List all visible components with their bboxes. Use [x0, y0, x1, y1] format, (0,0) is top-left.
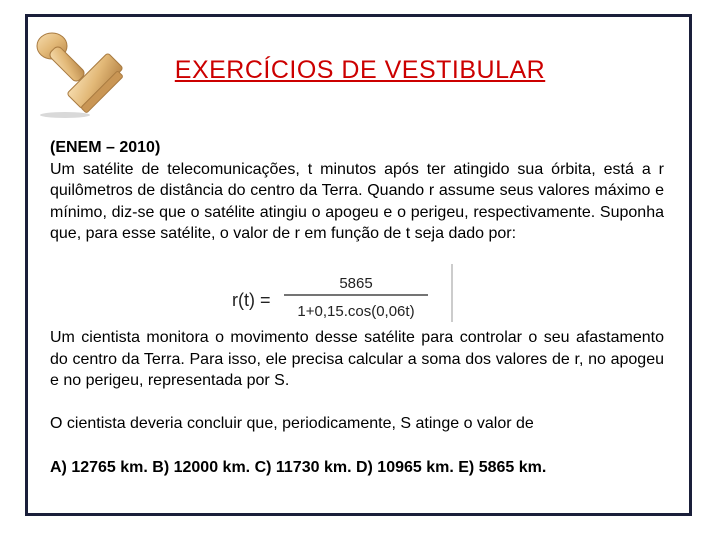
- formula: [228, 262, 458, 324]
- page-title: EXERCÍCIOS DE VESTIBULAR: [174, 56, 546, 84]
- question-statement: [50, 137, 664, 245]
- context-paragraph: Um cientista monitora o movimento desse satélite para controlar o seu afastamento do centro da Terra. Para isso, ele precisa calcular a soma dos valores de r, no apogeu e no perigeu, representada por S.: [50, 329, 664, 389]
- rubber-stamp-icon: [30, 22, 130, 122]
- question-prompt: O cientista deveria concluir que, periodicamente, S atinge o valor de: [50, 415, 534, 432]
- formula-denominator: 1+0,15.cos(0,06t): [297, 303, 415, 320]
- question-reference: (ENEM – 2010): [50, 139, 161, 156]
- formula-numerator: 5865: [339, 275, 373, 292]
- question-text: Um satélite de telecomunicações, t minutos após ter atingido sua órbita, está a r quilômetros de distância do centro da Terra. Quando r assume seus valores máximo e mínimo, diz-se que o satélite atingiu o apogeu e o perigeu, respectivamente. Suponha que, para esse satélite, o valor de r em função de t seja dado por:: [50, 160, 664, 242]
- answer-options: A) 12765 km. B) 12000 km. C) 11730 km. D) 10965 km. E) 5865 km.: [50, 459, 547, 476]
- formula-lhs: r(t) =: [232, 290, 271, 310]
